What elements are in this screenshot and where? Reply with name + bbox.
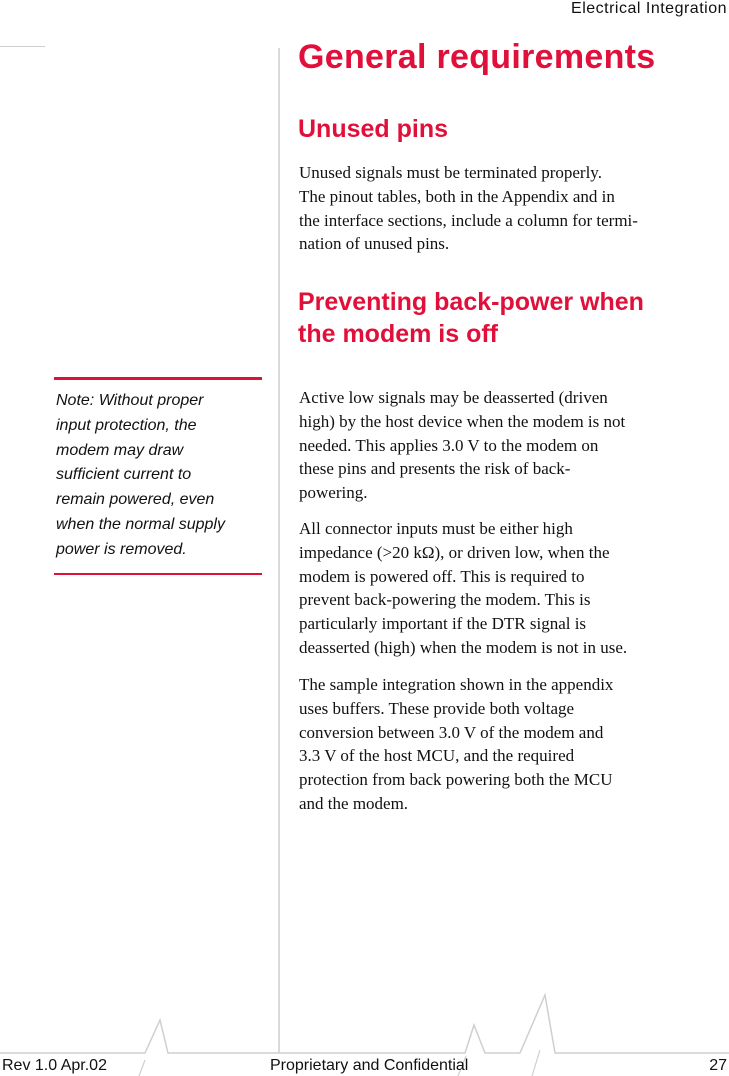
footer-waveform-line [0, 995, 729, 1053]
paragraph-unused-pins [299, 161, 727, 256]
text-line: The pinout tables, both in the Appendix and in [299, 186, 615, 206]
heading-unused-pins: Unused pins [298, 115, 449, 143]
paragraph-back-power-2 [299, 517, 727, 660]
note-line: modem may draw [56, 441, 184, 459]
text-line: conversion between 3.0 V of the modem and [299, 722, 604, 742]
heading-line: the modem is off [298, 320, 499, 348]
note-line: Note: Without proper [56, 392, 204, 409]
text-line: protection from back powering both the MCU [299, 770, 613, 790]
text-line: modem is powered off. This is required to [299, 566, 585, 586]
text-line: 3.3 V of the host MCU, and the required [299, 746, 575, 766]
footer-waveform-tick [532, 1050, 540, 1076]
text-line: needed. This applies 3.0 V to the modem on [299, 435, 599, 455]
footer-confidentiality: Proprietary and Confidential [270, 1057, 469, 1074]
text-line: All connector inputs must be either high [299, 519, 573, 538]
text-line: high) by the host device when the modem is not [299, 411, 626, 431]
note-line: remain powered, even [56, 491, 215, 509]
note-line: sufficient current to [56, 466, 192, 484]
paragraph-back-power-3 [299, 673, 727, 816]
heading-back-power [298, 286, 644, 350]
heading-line: Preventing back-power when [298, 288, 644, 316]
text-line: powering. [299, 483, 368, 503]
text-line: prevent back-powering the modem. This is [299, 590, 591, 610]
note-bottom-rule [54, 573, 262, 575]
note-line: power is removed. [56, 540, 187, 558]
text-line: these pins and presents the risk of back- [299, 459, 571, 479]
text-line: nation of unused pins. [299, 234, 450, 254]
text-line: uses buffers. These provide both voltage [299, 698, 575, 718]
note-line: input protection, the [56, 416, 197, 434]
footer-waveform-tick [139, 1060, 145, 1076]
column-divider [278, 48, 280, 1053]
text-line: Unused signals must be terminated properly. [299, 163, 602, 182]
header-rule [0, 46, 45, 47]
text-line: the interface sections, include a column for termi- [299, 210, 638, 230]
text-line: and the modem. [299, 793, 409, 813]
text-line: particularly important if the DTR signal is [299, 614, 587, 634]
footer-revision: Rev 1.0 Apr.02 [2, 1057, 107, 1074]
text-line: impedance (>20 kΩ), or driven low, when the [299, 542, 610, 562]
text-line: Active low signals may be deasserted (driven [299, 388, 608, 407]
note-top-rule [54, 377, 262, 380]
text-line: deasserted (high) when the modem is not in use. [299, 637, 628, 657]
running-header-title: Electrical Integration [571, 0, 727, 17]
text-line: The sample integration shown in the appendix [299, 675, 614, 694]
side-note [56, 389, 266, 563]
section-title: General requirements [298, 38, 656, 76]
footer-page-number: 27 [709, 1057, 727, 1074]
paragraph-back-power-1 [299, 386, 727, 505]
note-line: when the normal supply [56, 515, 225, 533]
